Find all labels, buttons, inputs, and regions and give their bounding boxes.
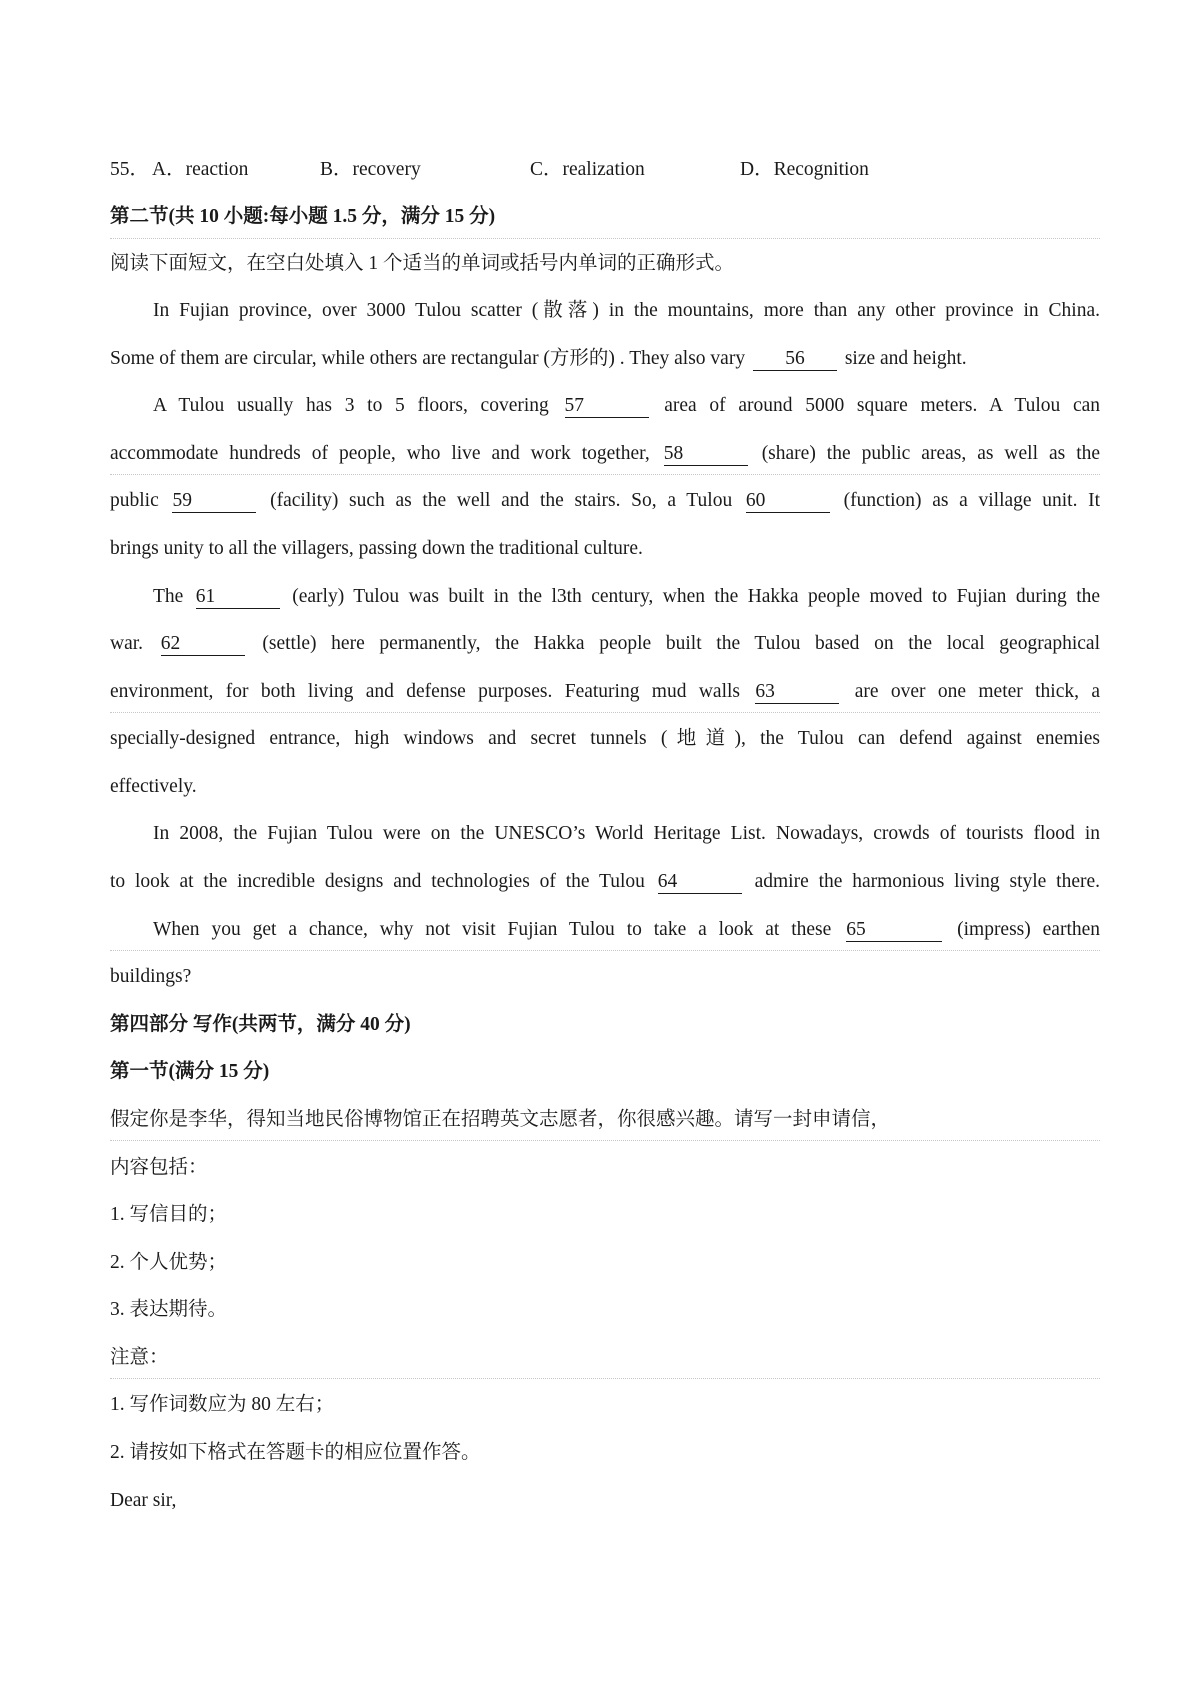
passage-text: (early) Tulou was built in the l3th century, when the Hakka people moved to Fujian during the <box>292 586 1101 607</box>
passage-line <box>110 344 1100 374</box>
blank-64: 64 <box>658 871 742 894</box>
passage-text: A Tulou usually has 3 to 5 floors, covering <box>153 395 549 416</box>
passage-text: admire the harmonious living style there. <box>754 871 1101 892</box>
divider <box>110 1140 1100 1141</box>
blank-61: 61 <box>196 586 280 609</box>
divider <box>110 950 1100 951</box>
passage-text: (facility) such as the well and the stairs. So, a Tulou <box>270 490 733 511</box>
passage-text: When you get a chance, why not visit Fujian Tulou to take a look at these <box>153 919 832 940</box>
blank-59: 59 <box>172 490 256 513</box>
passage-line <box>110 486 1100 516</box>
passage-line: specially-designed entrance, high windows and secret tunnels (地道), the Tulou can defend against enemies <box>110 728 1100 749</box>
passage-line <box>110 439 1100 469</box>
section2-heading: 第二节(共 10 小题:每小题 1.5 分，满分 15 分) <box>110 206 496 227</box>
content-item: 1. 写信目的； <box>110 1204 228 1225</box>
blank-62: 62 <box>161 633 245 656</box>
notes-label: 注意： <box>110 1347 169 1368</box>
content-label: 内容包括： <box>110 1157 208 1178</box>
blank-60: 60 <box>746 490 830 513</box>
passage-line <box>153 582 1100 612</box>
question-number: 55． <box>110 159 150 180</box>
passage-text: Some of them are circular, while others are rectangular (方形的) . They also vary <box>110 348 746 369</box>
divider <box>110 712 1100 713</box>
passage-text: to look at the incredible designs and technologies of the Tulou <box>110 871 645 892</box>
divider <box>110 1378 1100 1379</box>
blank-65: 65 <box>846 919 942 942</box>
passage-text: (impress) earthen <box>957 919 1101 940</box>
section2-instruction: 阅读下面短文，在空白处填入 1 个适当的单词或括号内单词的正确形式。 <box>110 253 735 274</box>
blank-57: 57 <box>565 395 649 418</box>
passage-line: effectively. <box>110 776 197 797</box>
blank-56: 56 <box>753 348 837 371</box>
passage-line: buildings? <box>110 966 192 987</box>
blank-58: 58 <box>664 443 748 466</box>
option-c: C．realization <box>530 159 645 180</box>
writing-section1-heading: 第一节(满分 15 分) <box>110 1061 270 1082</box>
content-item: 2. 个人优势； <box>110 1252 228 1273</box>
passage-text: (function) as a village unit. It <box>843 490 1101 511</box>
divider <box>110 474 1100 475</box>
writing-prompt: 假定你是李华，得知当地民俗博物馆正在招聘英文志愿者，你很感兴趣。请写一封申请信， <box>110 1109 891 1130</box>
passage-text: are over one meter thick, a <box>854 681 1101 702</box>
passage-text: environment, for both living and defense purposes. Featuring mud walls <box>110 681 740 702</box>
passage-line <box>110 677 1100 707</box>
notes-item: 2. 请按如下格式在答题卡的相应位置作答。 <box>110 1442 481 1463</box>
passage-line: brings unity to all the villagers, passing down the traditional culture. <box>110 538 643 559</box>
passage-line <box>110 629 1100 659</box>
passage-text: size and height. <box>844 348 967 369</box>
option-b: B．recovery <box>320 159 421 180</box>
passage-text: accommodate hundreds of people, who live and work together, <box>110 443 650 464</box>
content-item: 3. 表达期待。 <box>110 1299 228 1320</box>
passage-text: area of around 5000 square meters. A Tulou can <box>664 395 1100 416</box>
divider <box>110 238 1100 239</box>
blank-63: 63 <box>755 681 839 704</box>
option-d: D．Recognition <box>740 159 869 180</box>
passage-text: The <box>153 586 184 607</box>
option-a: A．reaction <box>152 159 249 180</box>
passage-line <box>110 867 1100 897</box>
passage-text: war. <box>110 633 144 654</box>
passage-line: In Fujian province, over 3000 Tulou scatter (散落) in the mountains, more than any other province in China. <box>153 300 1100 321</box>
part4-heading: 第四部分 写作(共两节，满分 40 分) <box>110 1014 411 1035</box>
passage-text: (settle) here permanently, the Hakka people built the Tulou based on the local geographical <box>262 633 1100 654</box>
passage-text: (share) the public areas, as well as the <box>761 443 1101 464</box>
passage-line: In 2008, the Fujian Tulou were on the UNESCO’s World Heritage List. Nowadays, crowds of tourists flood in <box>153 823 1100 844</box>
salutation: Dear sir, <box>110 1490 177 1511</box>
passage-line <box>153 391 1100 421</box>
passage-text: public <box>110 490 159 511</box>
notes-item: 1. 写作词数应为 80 左右； <box>110 1394 335 1415</box>
passage-line <box>153 915 1100 945</box>
